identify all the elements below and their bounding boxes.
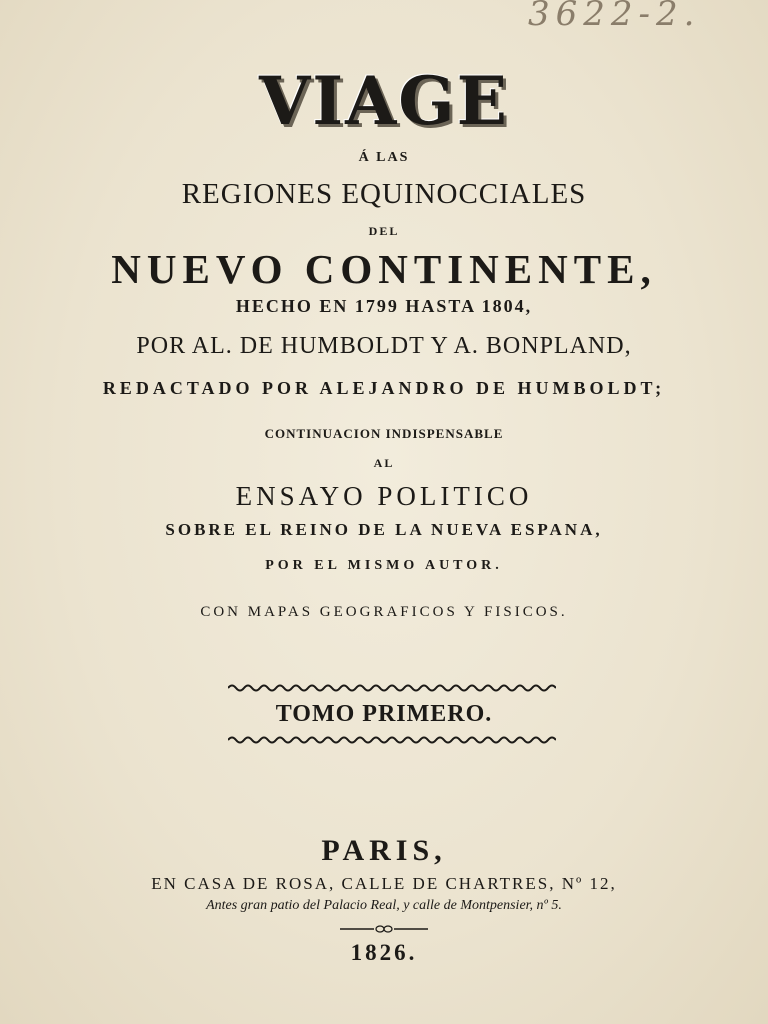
subtitle-regiones: REGIONES EQUINOCCIALES [181,178,587,210]
same-author-line: POR EL MISMO AUTOR. [265,558,503,573]
sobre-line: SOBRE EL REINO DE LA NUEVA ESPANA, [165,520,603,539]
ornament-divider [340,924,428,934]
volume-label: TOMO PRIMERO. [275,701,493,727]
imprint-city: PARIS, [321,834,447,867]
publication-year: 1826. [350,940,418,965]
wavy-rule-top [228,683,556,693]
dates-line: HECHO EN 1799 HASTA 1804, [235,296,533,316]
continuation-line: CONTINUACION INDISPENSABLE [264,426,504,441]
subtitle-del: DEL [368,224,400,238]
authors-line: POR AL. DE HUMBOLDT Y A. BONPLAND, [136,333,632,359]
imprint-address: Antes gran patio del Palacio Real, y calle de Montpensier, nº 5. [206,898,562,913]
imprint-publisher: EN CASA DE ROSA, CALLE DE CHARTRES, Nº 12, [151,874,617,893]
ensayo-title: ENSAYO POLITICO [235,481,533,511]
maps-line: CON MAPAS GEOGRAFICOS Y FISICOS. [200,604,568,620]
subtitle-nuevo-continente: NUEVO CONTINENTE, [111,246,657,292]
subtitle-a-las: Á LAS [358,150,410,165]
main-title: VIAGE [259,62,509,140]
wavy-rule-bottom [228,735,556,745]
editor-line: REDACTADO POR ALEJANDRO DE HUMBOLDT; [102,378,666,398]
catalog-handwritten-mark: 3622-2. [528,0,701,34]
al-line: AL [373,456,395,470]
